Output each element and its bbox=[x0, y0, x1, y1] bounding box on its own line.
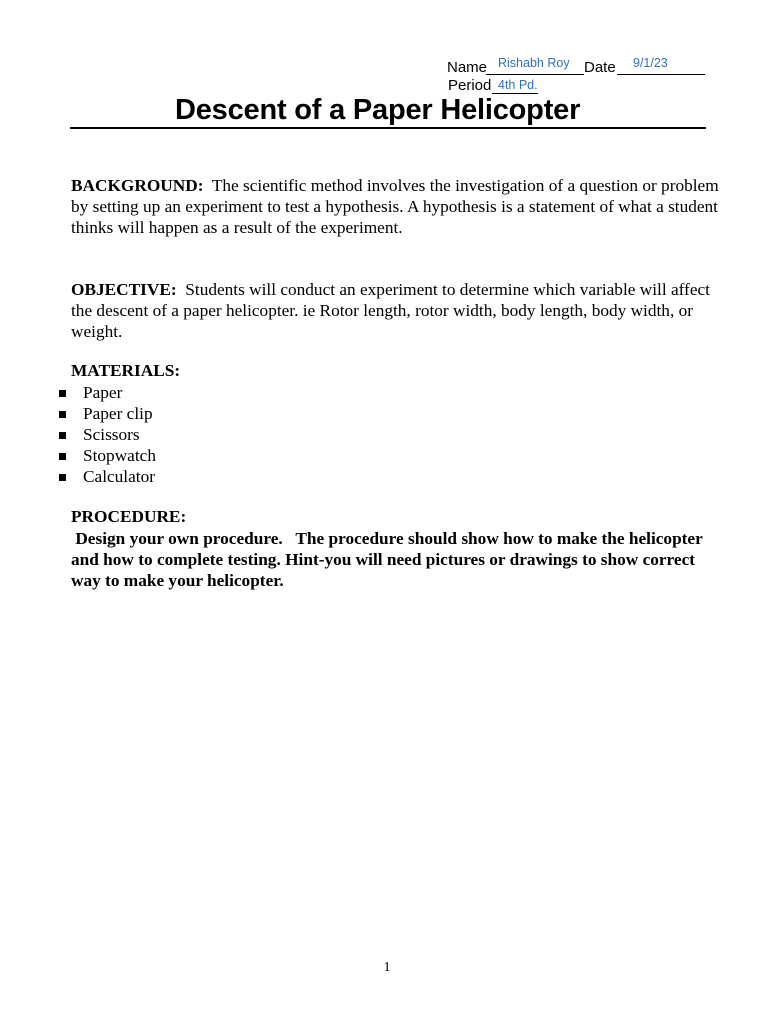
date-underline bbox=[617, 74, 705, 75]
name-label: Name bbox=[447, 59, 488, 76]
procedure-text: Design your own procedure. The procedure should show how to make the helicopter and how to complete testing. Hint-you will need pictures or drawings to show correct way to make your helicopter. bbox=[71, 529, 707, 590]
background-text: The scientific method involves the investigation of a question or problem by setting up an experiment to test a hypothesis. A hypothesis is a statement of what a student thinks will happen as a result of the experiment. bbox=[71, 176, 719, 237]
materials-item-label: Paper clip bbox=[83, 404, 153, 423]
bullet-icon bbox=[59, 474, 66, 481]
objective-text: Students will conduct an experiment to determine which variable will affect the descent of a paper helicopter. ie Rotor length, rotor width, body length, body width, or weight. bbox=[71, 280, 710, 341]
period-value[interactable]: 4th Pd. bbox=[498, 78, 538, 92]
materials-item-label: Scissors bbox=[83, 425, 140, 444]
bullet-icon bbox=[59, 411, 66, 418]
date-label: Date bbox=[584, 59, 616, 76]
bullet-icon bbox=[59, 390, 66, 397]
objective-section bbox=[71, 279, 719, 342]
bullet-icon bbox=[59, 453, 66, 460]
bullet-icon bbox=[59, 432, 66, 439]
materials-heading: MATERIALS: bbox=[71, 361, 181, 380]
page-title: Descent of a Paper Helicopter bbox=[175, 94, 581, 126]
title-divider bbox=[70, 127, 706, 129]
period-label: Period bbox=[448, 77, 492, 94]
date-value[interactable]: 9/1/23 bbox=[633, 56, 668, 70]
procedure-heading: PROCEDURE: bbox=[71, 507, 187, 526]
name-underline bbox=[486, 74, 584, 75]
materials-item-label: Stopwatch bbox=[83, 446, 156, 465]
list-item bbox=[59, 403, 156, 424]
list-item bbox=[59, 424, 156, 445]
materials-item-label: Paper bbox=[83, 383, 123, 402]
objective-heading: OBJECTIVE: bbox=[71, 280, 177, 299]
list-item bbox=[59, 445, 156, 466]
list-item bbox=[59, 466, 156, 487]
materials-item-label: Calculator bbox=[83, 467, 155, 486]
background-section bbox=[71, 175, 719, 238]
name-value[interactable]: Rishabh Roy bbox=[498, 56, 570, 70]
page-number: 1 bbox=[383, 960, 391, 975]
background-heading: BACKGROUND: bbox=[71, 176, 204, 195]
list-item bbox=[59, 382, 156, 403]
materials-list bbox=[59, 382, 156, 487]
